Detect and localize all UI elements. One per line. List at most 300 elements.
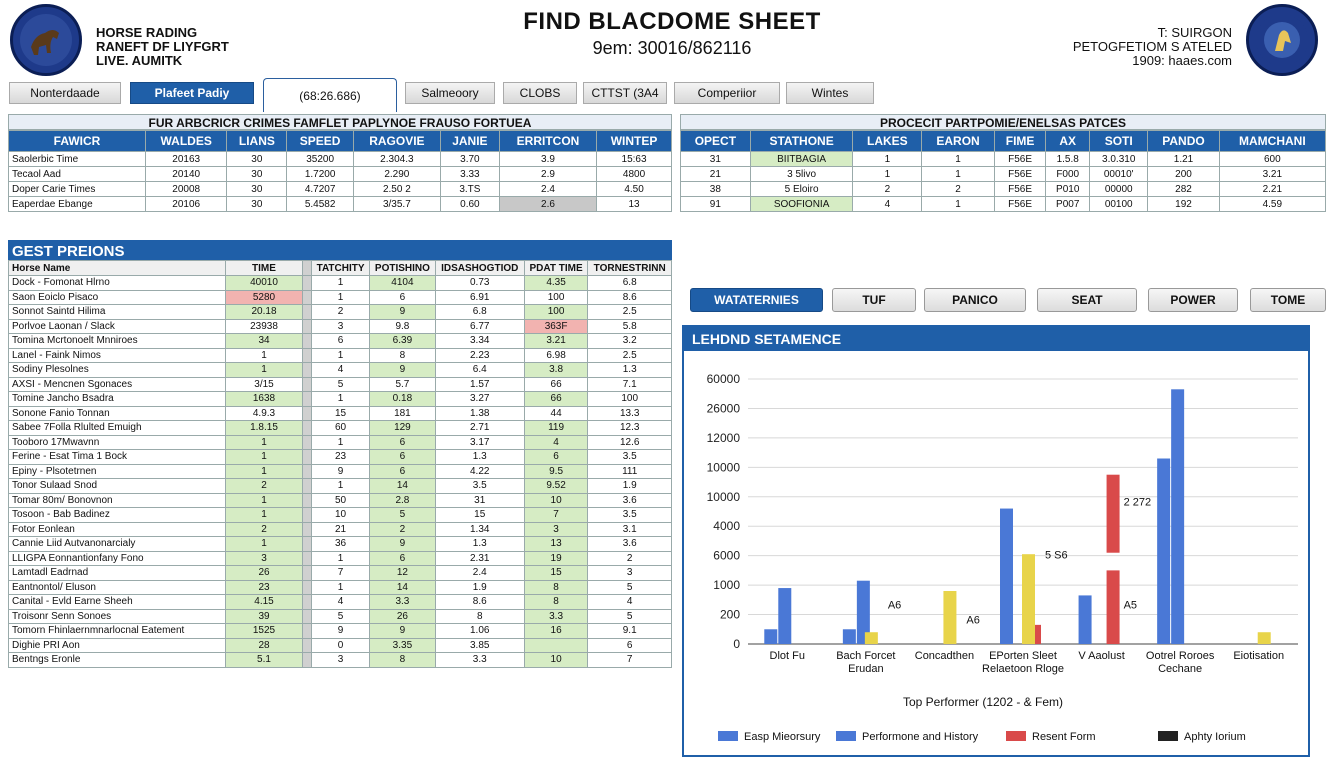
cell: 7 xyxy=(524,508,588,523)
cell: 4.7207 xyxy=(287,182,354,197)
table-row[interactable] xyxy=(9,479,672,494)
column-separator xyxy=(303,406,312,421)
cell: 1.3 xyxy=(435,450,524,465)
cell: 66 xyxy=(524,392,588,407)
bar xyxy=(1258,632,1271,644)
cell: 1 xyxy=(922,167,995,182)
cell: 6.8 xyxy=(588,276,672,291)
cell: Lanel - Faink Nimos xyxy=(9,348,226,363)
x-tick-label: Erudan xyxy=(848,663,884,675)
x-tick-label: Concadthen xyxy=(914,650,975,662)
cell: 16 xyxy=(524,624,588,639)
cell: 5280 xyxy=(226,290,303,305)
cell: 119 xyxy=(524,421,588,436)
right-tab-0[interactable]: WATATERNIES xyxy=(690,288,823,312)
cell: 1 xyxy=(226,508,303,523)
y-tick-label: 12000 xyxy=(706,430,740,445)
bar xyxy=(1022,554,1035,644)
column-separator xyxy=(303,450,312,465)
cell: 2.4 xyxy=(435,566,524,581)
cell: 36 xyxy=(312,537,370,552)
cell: 23938 xyxy=(226,319,303,334)
cell: 3/35.7 xyxy=(353,197,440,212)
column-separator xyxy=(303,522,312,537)
x-tick-label: Bach Forcet xyxy=(836,650,896,662)
table-row[interactable] xyxy=(9,537,672,552)
cell: 3.6 xyxy=(588,493,672,508)
jockey-logo-icon xyxy=(1255,13,1309,67)
table-row[interactable] xyxy=(9,392,672,407)
table-row[interactable] xyxy=(9,167,672,182)
cell: Epiny - Plsotetrnen xyxy=(9,464,226,479)
cell: 600 xyxy=(1219,152,1325,167)
right-summary-table xyxy=(680,130,1326,212)
table-row[interactable] xyxy=(9,305,672,320)
cell: Tomar 80m/ Bonovnon xyxy=(9,493,226,508)
cell: 12.6 xyxy=(588,435,672,450)
table-row[interactable] xyxy=(9,348,672,363)
right-tab-1[interactable]: TUF xyxy=(832,288,916,312)
cell: 9 xyxy=(370,624,436,639)
x-tick-label: Ootrel Roroes xyxy=(1145,650,1215,662)
x-tick-label: Relaetoon Rloge xyxy=(982,663,1064,675)
tab-7[interactable]: Wintes xyxy=(786,82,874,104)
cell: 0 xyxy=(312,638,370,653)
table-row[interactable] xyxy=(9,638,672,653)
cell: 3.5 xyxy=(588,508,672,523)
column-header[interactable]: STATHONE xyxy=(750,131,853,152)
column-separator xyxy=(303,537,312,552)
cell: 1.3 xyxy=(588,363,672,378)
cell: 0.60 xyxy=(440,197,499,212)
legend-label: Performone and History xyxy=(862,731,979,743)
column-separator xyxy=(303,305,312,320)
best-performers-table xyxy=(8,260,672,668)
cell: 14 xyxy=(370,580,436,595)
legend-label: Aphty Iorium xyxy=(1184,731,1246,743)
right-tab-2[interactable]: PANICO xyxy=(924,288,1026,312)
column-separator xyxy=(303,609,312,624)
column-header[interactable]: SOTI xyxy=(1090,131,1148,152)
column-separator xyxy=(303,508,312,523)
cell: Saolerbic Time xyxy=(9,152,146,167)
y-tick-label: 6000 xyxy=(713,548,740,563)
column-header[interactable]: TORNESTRINN xyxy=(588,261,672,276)
cell: 5.7 xyxy=(370,377,436,392)
page-title: FIND BLACDOME SHEET xyxy=(523,8,821,35)
header-right-line: T: SUIRGON xyxy=(1157,25,1232,40)
cell: 5 Eloiro xyxy=(750,182,853,197)
column-header[interactable]: POTISHINO xyxy=(370,261,436,276)
cell: 1 xyxy=(853,167,922,182)
tab-3[interactable]: Salmeoory xyxy=(405,82,495,104)
column-header[interactable]: RAGOVIE xyxy=(353,131,440,152)
cell: 181 xyxy=(370,406,436,421)
cell: 2 xyxy=(226,479,303,494)
table-row[interactable] xyxy=(9,493,672,508)
cell: 20106 xyxy=(146,197,227,212)
bar xyxy=(1157,459,1170,645)
tab-4[interactable]: CLOBS xyxy=(503,82,577,104)
cell xyxy=(524,638,588,653)
y-tick-label: 10000 xyxy=(706,460,740,475)
cell: 5 xyxy=(312,377,370,392)
cell: 6.39 xyxy=(370,334,436,349)
cell: 3 5livo xyxy=(750,167,853,182)
cell: 91 xyxy=(681,197,751,212)
table-row[interactable] xyxy=(9,197,672,212)
header-left-line: RANEFT DF LIYFGRT xyxy=(96,39,229,54)
cell: 3.9 xyxy=(499,152,596,167)
cell: Bentngs Eronle xyxy=(9,653,226,668)
column-header[interactable]: WINTEP xyxy=(597,131,672,152)
cell: Tomine Jancho Bsadra xyxy=(9,392,226,407)
cell: 1 xyxy=(226,363,303,378)
cell: 1638 xyxy=(226,392,303,407)
x-axis-label: Top Performer (1202 - & Fem) xyxy=(902,695,1064,709)
column-header[interactable]: EARON xyxy=(922,131,995,152)
cell: 2.21 xyxy=(1219,182,1325,197)
table-row[interactable] xyxy=(9,624,672,639)
cell: 3.3 xyxy=(524,609,588,624)
cell: 8 xyxy=(370,653,436,668)
cell: 4.35 xyxy=(524,276,588,291)
cell: 2.304.3 xyxy=(353,152,440,167)
cell: Tomina Mcrtonoelt Mnniroes xyxy=(9,334,226,349)
column-header[interactable]: FAWICR xyxy=(9,131,146,152)
cell: 8.6 xyxy=(588,290,672,305)
tab-0[interactable]: Nonterdaade xyxy=(9,82,121,104)
cell: 9.52 xyxy=(524,479,588,494)
column-header[interactable]: Horse Name xyxy=(9,261,226,276)
y-tick-label: 26000 xyxy=(706,401,740,416)
column-header[interactable]: MAMCHANI xyxy=(1219,131,1325,152)
table-row[interactable] xyxy=(9,464,672,479)
column-separator xyxy=(303,421,312,436)
column-separator xyxy=(303,377,312,392)
cell: Sabee 7Folla Rlulted Emuigh xyxy=(9,421,226,436)
cell: 13 xyxy=(524,537,588,552)
cell: 2.23 xyxy=(435,348,524,363)
cell: 3.8 xyxy=(524,363,588,378)
cell: 3.21 xyxy=(524,334,588,349)
cell: 31 xyxy=(681,152,751,167)
cell: 282 xyxy=(1148,182,1219,197)
bar xyxy=(1079,595,1092,644)
table-row[interactable] xyxy=(9,406,672,421)
cell: 10 xyxy=(524,653,588,668)
best-performers-body xyxy=(9,276,672,668)
y-tick-label: 1000 xyxy=(713,578,740,593)
cell: Doper Carie Times xyxy=(9,182,146,197)
column-header[interactable]: TIME xyxy=(226,261,303,276)
column-header[interactable]: OPECT xyxy=(681,131,751,152)
cell: Saon Eoiclo Pisaco xyxy=(9,290,226,305)
cell: 0.18 xyxy=(370,392,436,407)
cell: 20.18 xyxy=(226,305,303,320)
cell: 3.1 xyxy=(588,522,672,537)
cell: 3.6 xyxy=(588,537,672,552)
left-summary-header-row xyxy=(9,131,672,152)
cell: 00010' xyxy=(1090,167,1148,182)
cell: 3.70 xyxy=(440,152,499,167)
cell: Ferine - Esat Tima 1 Bock xyxy=(9,450,226,465)
cell: 4.59 xyxy=(1219,197,1325,212)
column-header[interactable]: FIME xyxy=(994,131,1045,152)
tab-1[interactable]: Plafeet Padiy xyxy=(130,82,254,104)
cell: 2.5 xyxy=(588,305,672,320)
cell: 4 xyxy=(312,363,370,378)
table-row[interactable] xyxy=(9,152,672,167)
cell: 1.5.8 xyxy=(1046,152,1090,167)
cell: Sonnot Saintd Hilima xyxy=(9,305,226,320)
column-header[interactable]: SPEED xyxy=(287,131,354,152)
tab-search[interactable]: (68:26.686) xyxy=(263,78,397,112)
cell: 1.06 xyxy=(435,624,524,639)
chart-panel xyxy=(682,325,1310,757)
column-header[interactable]: LIANS xyxy=(227,131,287,152)
cell: 9.5 xyxy=(524,464,588,479)
table-row[interactable] xyxy=(9,182,672,197)
table-row[interactable] xyxy=(9,522,672,537)
table-row[interactable] xyxy=(9,580,672,595)
cell: 3 xyxy=(226,551,303,566)
cell: 4 xyxy=(312,595,370,610)
right-tab-3[interactable]: SEAT xyxy=(1037,288,1137,312)
cell: 66 xyxy=(524,377,588,392)
cell: 1.21 xyxy=(1148,152,1219,167)
table-row[interactable] xyxy=(9,653,672,668)
cell: Tomorn Fhinlaernmnarlocnal Eatement xyxy=(9,624,226,639)
table-row[interactable] xyxy=(9,377,672,392)
legend-swatch xyxy=(718,731,738,741)
table-row[interactable] xyxy=(681,182,1326,197)
cell: 4 xyxy=(588,595,672,610)
cell: 1 xyxy=(853,152,922,167)
cell: AXSI - Mencnen Sgonaces xyxy=(9,377,226,392)
cell: 4800 xyxy=(597,167,672,182)
cell: 5 xyxy=(588,609,672,624)
bar xyxy=(764,629,777,644)
cell: 2.290 xyxy=(353,167,440,182)
table-row[interactable] xyxy=(9,276,672,291)
cell: 28 xyxy=(226,638,303,653)
cell: 23 xyxy=(226,580,303,595)
cell: 39 xyxy=(226,609,303,624)
cell: LLIGPA Eonnantionfany Fono xyxy=(9,551,226,566)
column-header[interactable]: LAKES xyxy=(853,131,922,152)
table-row[interactable] xyxy=(9,508,672,523)
bar-chart xyxy=(684,351,1308,755)
column-header[interactable]: PANDO xyxy=(1148,131,1219,152)
cell: Eantnontol/ Eluson xyxy=(9,580,226,595)
cell: 2.31 xyxy=(435,551,524,566)
column-header[interactable]: AX xyxy=(1046,131,1090,152)
cell: 4 xyxy=(524,435,588,450)
best-performers-panel xyxy=(8,240,672,668)
cell: 7.1 xyxy=(588,377,672,392)
cell: Cannie Liid Autvanonarcialy xyxy=(9,537,226,552)
cell: 9 xyxy=(312,624,370,639)
cell: 4.15 xyxy=(226,595,303,610)
table-row[interactable] xyxy=(9,450,672,465)
cell: 20163 xyxy=(146,152,227,167)
cell: 2.8 xyxy=(370,493,436,508)
cell: 1.34 xyxy=(435,522,524,537)
cell: 60 xyxy=(312,421,370,436)
best-performers-title: GEST PREIONS xyxy=(8,240,672,260)
cell: 100 xyxy=(588,392,672,407)
cell: Sodiny Plesolnes xyxy=(9,363,226,378)
cell: 6 xyxy=(370,435,436,450)
cell: 4.9.3 xyxy=(226,406,303,421)
cell: 13 xyxy=(597,197,672,212)
cell: 6.8 xyxy=(435,305,524,320)
right-tab-5[interactable]: TOME xyxy=(1250,288,1326,312)
cell: 3 xyxy=(312,319,370,334)
header-left-line: LIVE. AUMITK xyxy=(96,53,183,68)
cell: Dighie PRI Aon xyxy=(9,638,226,653)
cell: 3.3 xyxy=(370,595,436,610)
cell: 3.27 xyxy=(435,392,524,407)
cell: 6.4 xyxy=(435,363,524,378)
cell: 8 xyxy=(524,595,588,610)
cell: 1 xyxy=(312,479,370,494)
legend-label: Easp Mieorsury xyxy=(744,731,821,743)
cell: 1 xyxy=(312,435,370,450)
column-header[interactable]: JANIE xyxy=(440,131,499,152)
cell: F56E xyxy=(994,182,1045,197)
header-right-line: PETOGFETIOM S ATELED xyxy=(1072,39,1232,54)
tab-5[interactable]: CTTST (3A4 xyxy=(583,82,667,104)
cell: F000 xyxy=(1046,167,1090,182)
cell: 34 xyxy=(226,334,303,349)
column-header[interactable]: ERRITCON xyxy=(499,131,596,152)
cell: Tooboro 17Mwavnn xyxy=(9,435,226,450)
bar xyxy=(843,629,856,644)
cell: 9 xyxy=(312,464,370,479)
x-tick-label: Eiotisation xyxy=(1233,650,1285,662)
cell: 5 xyxy=(312,609,370,624)
cell: 6.98 xyxy=(524,348,588,363)
column-header[interactable]: PDAT TIME xyxy=(524,261,588,276)
cell: 6 xyxy=(588,638,672,653)
page-subtitle: 9em: 30016/862116 xyxy=(592,38,752,58)
cell: 100 xyxy=(524,305,588,320)
cell: 9.1 xyxy=(588,624,672,639)
cell: 00100 xyxy=(1090,197,1148,212)
cell: 6 xyxy=(370,290,436,305)
table-row[interactable] xyxy=(681,152,1326,167)
data-label: 2 272 xyxy=(1123,496,1152,509)
table-row[interactable] xyxy=(9,595,672,610)
header-right-line: 1909: haaes.com xyxy=(1132,53,1232,68)
data-label: 5 S6 xyxy=(1045,549,1068,562)
cell: 9 xyxy=(370,363,436,378)
cell: 15:63 xyxy=(597,152,672,167)
cell: 1 xyxy=(312,276,370,291)
cell: 1 xyxy=(226,450,303,465)
table-row[interactable] xyxy=(9,363,672,378)
cell: 1.9 xyxy=(588,479,672,494)
cell: F56E xyxy=(994,167,1045,182)
cell: 21 xyxy=(312,522,370,537)
cell: 1 xyxy=(312,290,370,305)
data-label: A5 xyxy=(1123,599,1138,612)
cell: 4 xyxy=(853,197,922,212)
y-tick-label: 4000 xyxy=(713,519,740,534)
cell: 12.3 xyxy=(588,421,672,436)
cell: 3.34 xyxy=(435,334,524,349)
table-row[interactable] xyxy=(681,167,1326,182)
y-tick-label: 10000 xyxy=(706,489,740,504)
table-row[interactable] xyxy=(9,566,672,581)
cell: 26 xyxy=(226,566,303,581)
cell: P007 xyxy=(1046,197,1090,212)
cell: 44 xyxy=(524,406,588,421)
column-header[interactable]: TATCHITY xyxy=(312,261,370,276)
cell: 40010 xyxy=(226,276,303,291)
right-tab-4[interactable]: POWER xyxy=(1148,288,1238,312)
cell: 2 xyxy=(370,522,436,537)
cell: Sonone Fanio Tonnan xyxy=(9,406,226,421)
cell: 3.35 xyxy=(370,638,436,653)
left-summary-panel xyxy=(8,114,672,212)
table-row[interactable] xyxy=(9,609,672,624)
table-row[interactable] xyxy=(9,290,672,305)
cell: 1 xyxy=(312,551,370,566)
cell: Fotor Eonlean xyxy=(9,522,226,537)
header-left-line: HORSE RADING xyxy=(96,25,198,40)
legend-swatch xyxy=(836,731,856,741)
cell: 30 xyxy=(227,152,287,167)
cell: 6 xyxy=(370,450,436,465)
column-header[interactable]: IDSASHOGTIOD xyxy=(435,261,524,276)
column-separator xyxy=(303,638,312,653)
cell: 0.73 xyxy=(435,276,524,291)
cell: 2 xyxy=(588,551,672,566)
cell: 129 xyxy=(370,421,436,436)
cell: 30 xyxy=(227,167,287,182)
best-header-row xyxy=(9,261,672,276)
cell: 3.3 xyxy=(435,653,524,668)
cell: 5.8 xyxy=(588,319,672,334)
tab-6[interactable]: Comperiior xyxy=(674,82,780,104)
table-row[interactable] xyxy=(9,551,672,566)
cell: 5 xyxy=(588,580,672,595)
cell: 1 xyxy=(226,537,303,552)
cell: 13.3 xyxy=(588,406,672,421)
cell: 26 xyxy=(370,609,436,624)
table-row[interactable] xyxy=(9,334,672,349)
column-separator xyxy=(303,551,312,566)
table-row[interactable] xyxy=(9,435,672,450)
cell: Dock - Fomonat Hlrno xyxy=(9,276,226,291)
cell: 1.38 xyxy=(435,406,524,421)
cell: Tecaol Aad xyxy=(9,167,146,182)
cell: 3 xyxy=(312,653,370,668)
cell: 3.21 xyxy=(1219,167,1325,182)
table-row[interactable] xyxy=(681,197,1326,212)
x-tick-label: EPorten Sleet xyxy=(989,650,1057,662)
cell: 1 xyxy=(922,152,995,167)
cell: 2 xyxy=(226,522,303,537)
table-row[interactable] xyxy=(9,421,672,436)
cell: 15 xyxy=(524,566,588,581)
cell: 6.91 xyxy=(435,290,524,305)
table-row[interactable] xyxy=(9,319,672,334)
column-header[interactable]: WALDES xyxy=(146,131,227,152)
